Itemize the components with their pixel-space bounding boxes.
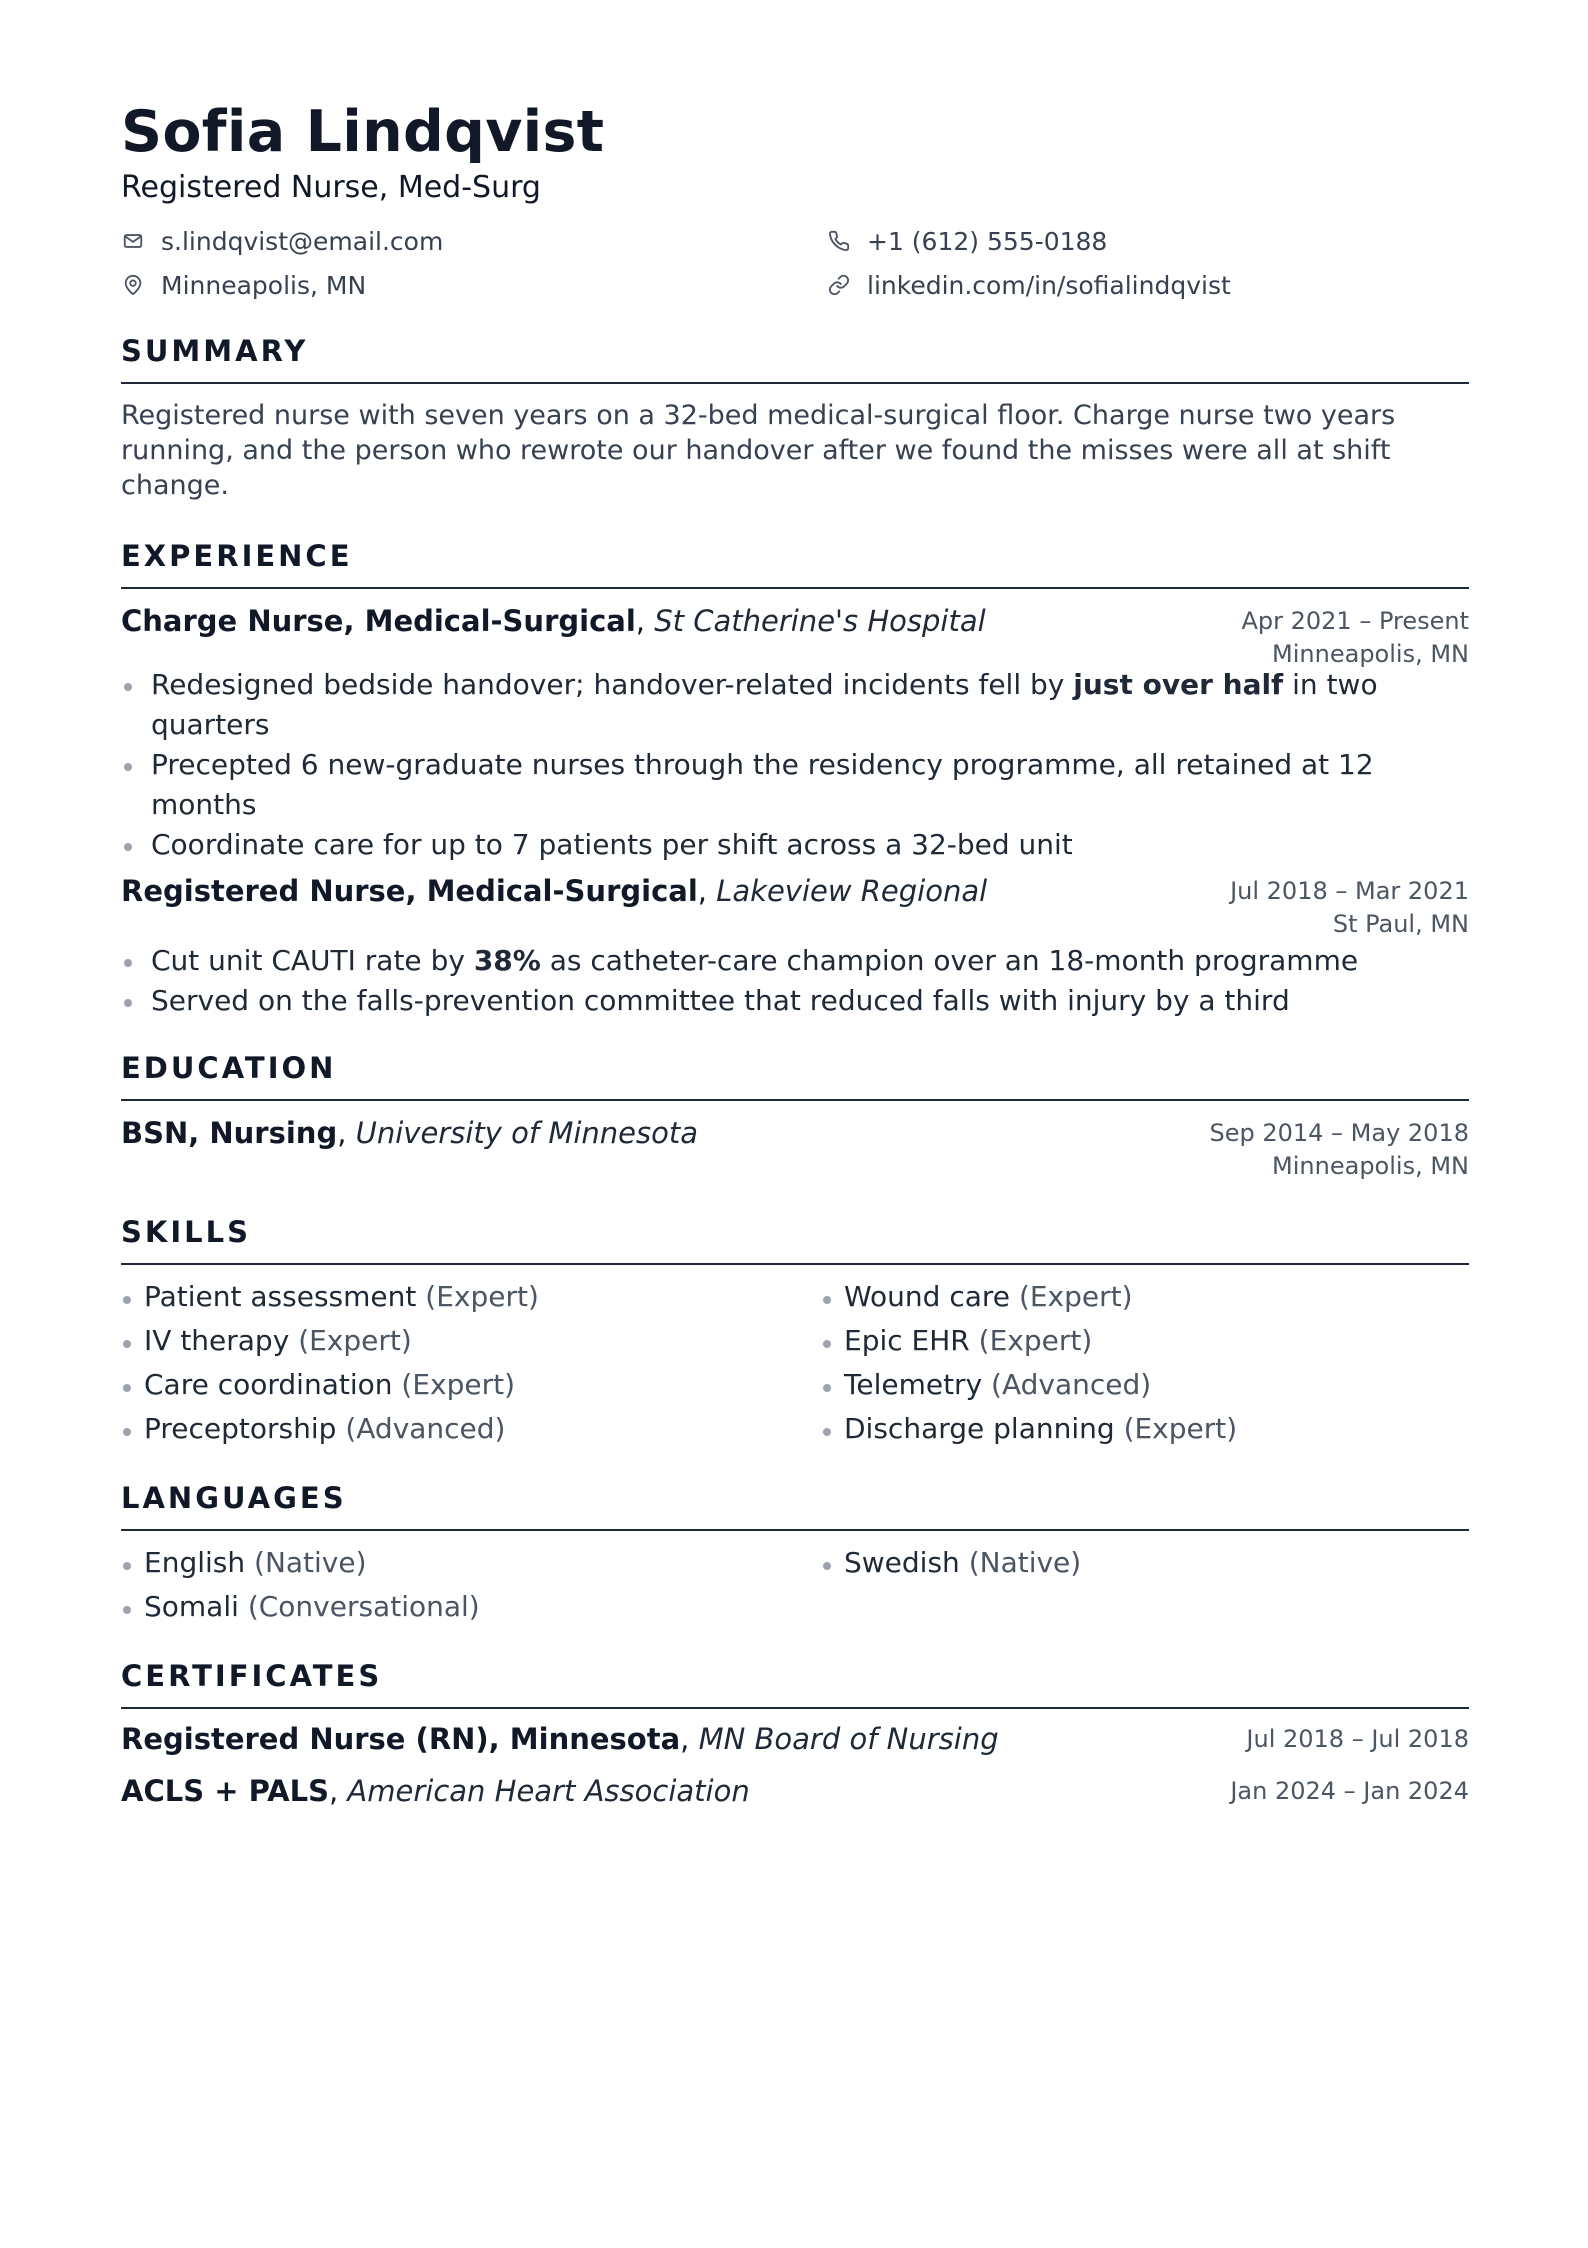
contact-phone[interactable] — [827, 222, 1469, 260]
language-item: English (Native) — [121, 1541, 821, 1585]
summary-heading: SUMMARY — [121, 332, 1469, 384]
languages-grid — [121, 1541, 1469, 1629]
job-entry — [121, 603, 1469, 671]
job-location: St Paul, MN — [1332, 910, 1469, 938]
certificate-issuer: MN Board of Nursing — [698, 1722, 999, 1756]
resume-content — [121, 96, 1469, 1809]
education-section — [121, 1049, 1469, 1183]
certificate-dates: Jul 2018 – Jul 2018 — [1246, 1725, 1469, 1753]
school: University of Minnesota — [355, 1116, 698, 1150]
job-meta — [1230, 873, 1469, 941]
phone-icon — [827, 229, 851, 253]
candidate-name: Sofia Lindqvist — [121, 99, 605, 165]
certificate-name: ACLS + PALS — [121, 1774, 329, 1808]
job-bullet: Cut unit CAUTI rate by 38% as catheter-care champion over an 18-month programme — [121, 941, 1469, 981]
contact-list — [121, 222, 1469, 304]
mail-icon — [121, 229, 145, 253]
map-pin-icon — [121, 273, 145, 297]
job-bullet: Coordinate care for up to 7 patients per shift across a 32-bed unit — [121, 825, 1469, 865]
job-role: Charge Nurse, Medical-Surgical — [121, 604, 636, 638]
certificates-heading: CERTIFICATES — [121, 1657, 1469, 1709]
summary-text: Registered nurse with seven years on a 32-bed medical-surgical floor. Charge nurse two years running, and the person who rewrote our handover after we found the misses were all at shift change. — [121, 400, 1396, 501]
skill-item: Care coordination (Expert) — [121, 1363, 821, 1407]
job-location: Minneapolis, MN — [1272, 640, 1469, 668]
job-dates: Jul 2018 – Mar 2021 — [1230, 877, 1469, 905]
certificate-name: Registered Nurse (RN), Minnesota — [121, 1722, 681, 1756]
job-bullets — [121, 941, 1469, 1021]
job-bullet: Precepted 6 new-graduate nurses through the residency programme, all retained at 12 months — [121, 745, 1469, 825]
language-item: Somali (Conversational) — [121, 1585, 821, 1629]
summary-section — [121, 332, 1469, 503]
location-text: Minneapolis, MN — [161, 270, 367, 300]
job-title-line: Registered Nurse, Medical-Surgical, Lakeview Regional — [121, 874, 988, 908]
job-dates: Apr 2021 – Present — [1241, 607, 1469, 635]
skill-item: Epic EHR (Expert) — [821, 1319, 1469, 1363]
languages-section — [121, 1479, 1469, 1629]
candidate-headline: Registered Nurse, Med-Surg — [121, 170, 541, 205]
education-heading: EDUCATION — [121, 1049, 1469, 1101]
skill-item: Wound care (Expert) — [821, 1275, 1469, 1319]
skills-heading: SKILLS — [121, 1213, 1469, 1265]
skill-item: Discharge planning (Expert) — [821, 1407, 1469, 1451]
skills-grid — [121, 1275, 1469, 1451]
contact-linkedin[interactable] — [827, 266, 1469, 304]
job-title-line: Charge Nurse, Medical-Surgical, St Catherine's Hospital — [121, 604, 986, 638]
education-location: Minneapolis, MN — [1272, 1152, 1469, 1180]
skills-section — [121, 1213, 1469, 1451]
certificate-entry — [121, 1721, 1469, 1757]
certificate-dates: Jan 2024 – Jan 2024 — [1230, 1777, 1469, 1805]
experience-heading: EXPERIENCE — [121, 537, 1469, 589]
link-icon — [827, 273, 851, 297]
languages-heading: LANGUAGES — [121, 1479, 1469, 1531]
job-employer: St Catherine's Hospital — [654, 604, 986, 638]
phone-text[interactable]: +1 (612) 555-0188 — [867, 226, 1108, 256]
skill-item: Patient assessment (Expert) — [121, 1275, 821, 1319]
job-employer: Lakeview Regional — [716, 874, 988, 908]
skill-item: Preceptorship (Advanced) — [121, 1407, 821, 1451]
experience-section — [121, 537, 1469, 1021]
job-bullets — [121, 665, 1469, 865]
contact-location — [121, 266, 827, 304]
job-bullet: Served on the falls-prevention committee that reduced falls with injury by a third — [121, 981, 1469, 1021]
email-text[interactable]: s.lindqvist@email.com — [161, 226, 444, 256]
education-dates: Sep 2014 – May 2018 — [1209, 1119, 1469, 1147]
certificate-issuer: American Heart Association — [347, 1774, 750, 1808]
contact-email[interactable] — [121, 222, 827, 260]
skill-item: Telemetry (Advanced) — [821, 1363, 1469, 1407]
certificate-entry — [121, 1773, 1469, 1809]
education-title-line: BSN, Nursing, University of Minnesota — [121, 1116, 698, 1150]
language-item: Swedish (Native) — [821, 1541, 1469, 1585]
linkedin-text[interactable]: linkedin.com/in/sofialindqvist — [867, 270, 1231, 300]
certificate-title-line: ACLS + PALS, American Heart Association — [121, 1774, 750, 1808]
education-meta — [1209, 1115, 1469, 1183]
education-entry — [121, 1115, 1469, 1183]
skill-item: IV therapy (Expert) — [121, 1319, 821, 1363]
degree: BSN, Nursing — [121, 1116, 338, 1150]
job-entry — [121, 873, 1469, 941]
certificate-title-line: Registered Nurse (RN), Minnesota, MN Board of Nursing — [121, 1722, 999, 1756]
job-meta — [1241, 603, 1469, 671]
certificates-section — [121, 1657, 1469, 1809]
job-bullet: Redesigned bedside handover; handover-related incidents fell by just over half in two quarters — [121, 665, 1469, 745]
job-role: Registered Nurse, Medical-Surgical — [121, 874, 698, 908]
